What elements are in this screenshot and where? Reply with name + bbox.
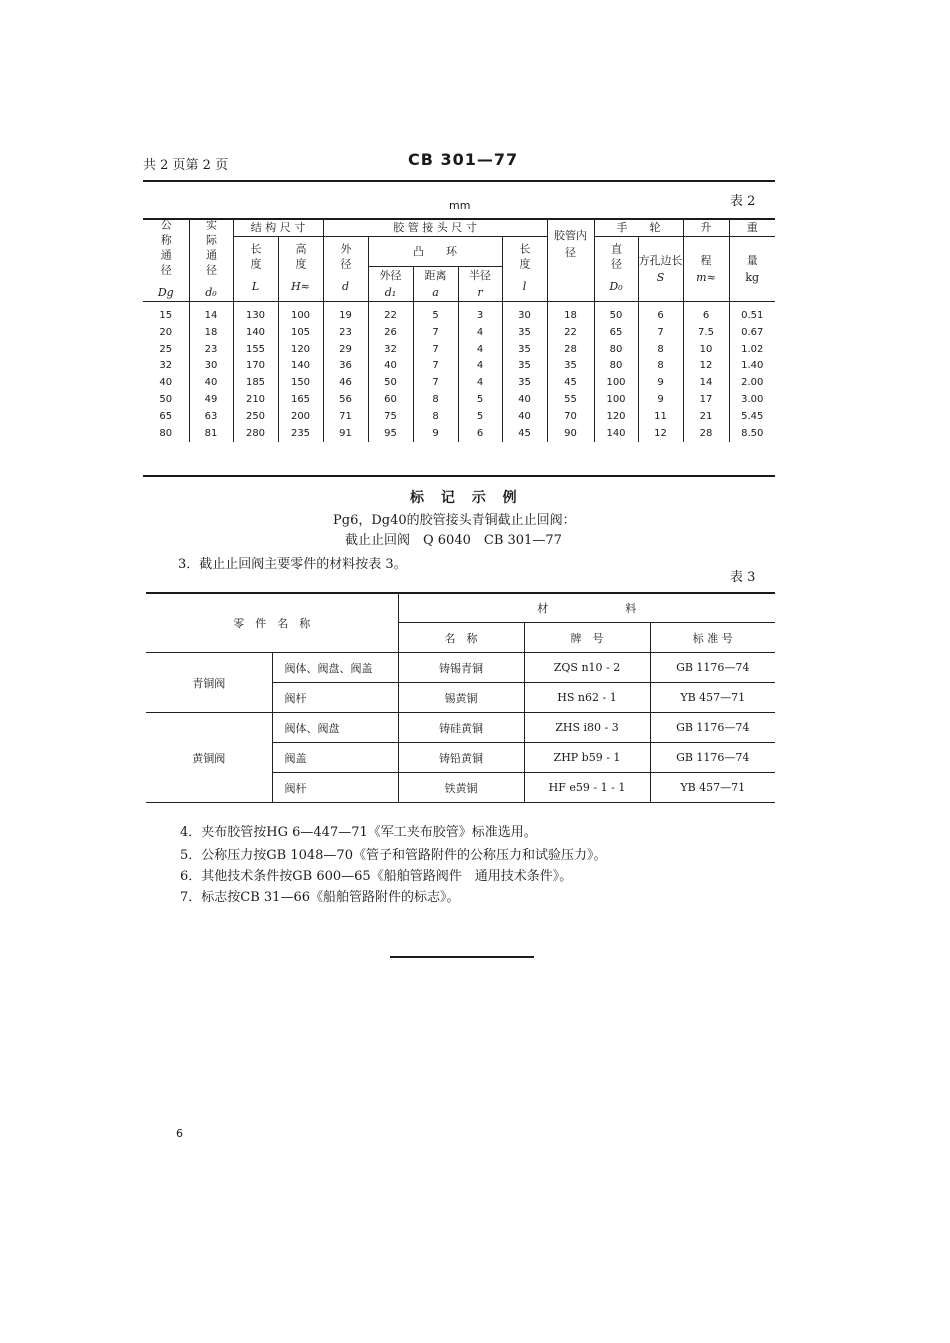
table-cell: 22 <box>547 325 594 342</box>
table-cell: 8.50 <box>741 427 764 439</box>
table-cell: GB 1176—74 <box>650 743 775 773</box>
table-cell: 50 <box>594 302 638 325</box>
col-hose-inner: 胶管内径 <box>547 219 594 302</box>
table-cell: 100 <box>594 375 638 392</box>
table-cell: 280 <box>233 426 278 443</box>
table-cell: 36 <box>323 358 368 375</box>
dimension-table <box>143 219 775 442</box>
table-cell: YB 457—71 <box>650 683 775 713</box>
table-cell: 19 <box>323 302 368 325</box>
col-weight-top: 重 <box>729 219 775 237</box>
table-cell: 阀体、阀盘、阀盖 <box>272 653 398 683</box>
table-cell: 40 <box>502 409 547 426</box>
material-name-header: 名 称 <box>398 623 524 653</box>
table-cell: 4 <box>458 342 502 359</box>
table-row <box>146 653 775 683</box>
note-4: 4．夹布胶管按HG 6—447—71《军工夹布胶管》标准选用。 <box>180 825 537 840</box>
page-number: 6 <box>176 1127 183 1140</box>
col-square-hole: 方孔边长 S <box>638 237 683 302</box>
table-cell: 56 <box>323 392 368 409</box>
page-info: 共 2 页第 2 页 <box>143 158 229 173</box>
table-row <box>143 325 775 342</box>
table-cell: 35 <box>502 358 547 375</box>
table-cell: 140 <box>278 358 323 375</box>
group-name: 青铜阀 <box>146 653 272 713</box>
table-cell: 40 <box>368 358 413 375</box>
col-structure: 结 构 尺 寸 <box>233 219 323 237</box>
table-cell: 6 <box>683 302 729 325</box>
table-cell: 75 <box>368 409 413 426</box>
col-length: 长度 L <box>233 237 278 302</box>
table-cell: 100 <box>278 302 323 325</box>
col-hose-length: 长度 l <box>502 237 547 302</box>
table-cell: 70 <box>547 409 594 426</box>
table-cell: 6 <box>458 426 502 443</box>
table2-label: 表 2 <box>730 194 756 209</box>
table-cell: HF e59 - 1 - 1 <box>524 773 650 803</box>
part-name-header: 零 件 名 称 <box>146 593 398 653</box>
table-cell: 80 <box>594 342 638 359</box>
table-cell: 185 <box>233 375 278 392</box>
table-cell: GB 1176—74 <box>650 713 775 743</box>
table-cell: 7 <box>638 325 683 342</box>
table-cell: 12 <box>683 358 729 375</box>
table-cell: 15 <box>143 302 189 325</box>
col-boss-radius: 半径 r <box>458 267 502 302</box>
table-cell: 铸硅黄铜 <box>398 713 524 743</box>
table-cell: 17 <box>683 392 729 409</box>
col-lift: 程 m≈ <box>683 237 729 302</box>
table-cell: 1.40 <box>741 360 764 372</box>
table-cell: 60 <box>368 392 413 409</box>
table-cell: 35 <box>502 375 547 392</box>
table-cell: 90 <box>547 426 594 443</box>
table-cell: 21 <box>683 409 729 426</box>
table-cell: 120 <box>594 409 638 426</box>
table-cell: 30 <box>189 358 233 375</box>
table-cell: 40 <box>189 375 233 392</box>
table-cell: 26 <box>368 325 413 342</box>
marking-example-line2: 截止止回阀 Q 6040 CB 301—77 <box>345 533 562 548</box>
table2-bottom-rule <box>143 475 775 477</box>
marking-example-line1: Pg6，Dg40的胶管接头青铜截止止回阀： <box>333 513 576 528</box>
table-cell: ZHP b59 - 1 <box>524 743 650 773</box>
table-cell: 3.00 <box>741 393 764 405</box>
col-boss-od: 外径 d₁ <box>368 267 413 302</box>
table-cell: 5.45 <box>741 410 764 422</box>
standard-header: 标 准 号 <box>650 623 775 653</box>
table-cell: 8 <box>413 409 458 426</box>
table-cell: 0.51 <box>741 310 764 321</box>
table-cell: 150 <box>278 375 323 392</box>
table-cell: 165 <box>278 392 323 409</box>
table-cell: 22 <box>368 302 413 325</box>
table-cell: 40 <box>143 375 189 392</box>
table-cell: 阀杆 <box>272 773 398 803</box>
table-cell: 14 <box>683 375 729 392</box>
table-cell: 35 <box>547 358 594 375</box>
item-3: 3．截止止回阀主要零件的材料按表 3。 <box>178 557 407 572</box>
table-row <box>143 302 775 325</box>
table-cell: 28 <box>547 342 594 359</box>
marking-title: 标 记 示 例 <box>410 490 523 506</box>
table-cell: 20 <box>143 325 189 342</box>
table-cell: 5 <box>458 392 502 409</box>
table-cell: ZQS n10 - 2 <box>524 653 650 683</box>
grade-header: 牌 号 <box>524 623 650 653</box>
table-cell: 1.02 <box>741 343 764 355</box>
table-cell: 18 <box>189 325 233 342</box>
table-cell: 250 <box>233 409 278 426</box>
table-cell: 8 <box>413 392 458 409</box>
table-cell: 阀盖 <box>272 743 398 773</box>
table-cell: 铸锡青铜 <box>398 653 524 683</box>
table-cell: 4 <box>458 375 502 392</box>
table-cell: YB 457—71 <box>650 773 775 803</box>
table-cell: 81 <box>189 426 233 443</box>
table-cell: 155 <box>233 342 278 359</box>
table-cell: 铸铅黄铜 <box>398 743 524 773</box>
note-5: 5．公称压力按GB 1048—70《管子和管路附件的公称压力和试验压力》。 <box>180 848 607 863</box>
table-cell: 100 <box>594 392 638 409</box>
table-cell: 80 <box>594 358 638 375</box>
table-cell: 71 <box>323 409 368 426</box>
table-cell: 5 <box>458 409 502 426</box>
table-cell: 32 <box>143 358 189 375</box>
table-cell: 45 <box>502 426 547 443</box>
table-cell: HS n62 - 1 <box>524 683 650 713</box>
table-cell: 11 <box>638 409 683 426</box>
col-weight: 量 kg <box>729 237 775 302</box>
table-cell: 7 <box>413 375 458 392</box>
table-cell: GB 1176—74 <box>650 653 775 683</box>
standard-number: CB 301—77 <box>408 150 519 169</box>
table-cell: 18 <box>547 302 594 325</box>
table-cell: 46 <box>323 375 368 392</box>
header-rule <box>143 180 775 182</box>
table-cell: 9 <box>413 426 458 443</box>
table-cell: 35 <box>502 342 547 359</box>
table-row <box>143 409 775 426</box>
table-cell: 铁黄铜 <box>398 773 524 803</box>
table-row <box>143 342 775 359</box>
col-height: 高度 H≈ <box>278 237 323 302</box>
table-cell: 95 <box>368 426 413 443</box>
note-6: 6．其他技术条件按GB 600—65《船舶管路阀件 通用技术条件》。 <box>180 869 573 884</box>
col-boss-distance: 距离 a <box>413 267 458 302</box>
table-cell: 7.5 <box>683 325 729 342</box>
table-cell: 4 <box>458 325 502 342</box>
table-cell: 9 <box>638 375 683 392</box>
col-boss: 凸 环 <box>368 237 502 267</box>
note-7: 7．标志按CB 31—66《船舶管路附件的标志》。 <box>180 890 460 905</box>
col-wheel-diameter: 直径 D₀ <box>594 237 638 302</box>
table-cell: 30 <box>502 302 547 325</box>
table-cell: 29 <box>323 342 368 359</box>
table-cell: 130 <box>233 302 278 325</box>
table-cell: 2.00 <box>741 377 764 389</box>
table-cell: 50 <box>368 375 413 392</box>
table-cell: 65 <box>143 409 189 426</box>
table-cell: 5 <box>413 302 458 325</box>
table-cell: 10 <box>683 342 729 359</box>
table-cell: 63 <box>189 409 233 426</box>
table-cell: 9 <box>638 392 683 409</box>
table-row <box>143 375 775 392</box>
table-cell: 45 <box>547 375 594 392</box>
table-cell: 14 <box>189 302 233 325</box>
table-cell: 6 <box>638 302 683 325</box>
table-cell: 40 <box>502 392 547 409</box>
col-handwheel: 手 轮 <box>594 219 683 237</box>
table-cell: 25 <box>143 342 189 359</box>
table-cell: 170 <box>233 358 278 375</box>
table-cell: 91 <box>323 426 368 443</box>
table-cell: 12 <box>638 426 683 443</box>
group-name: 黄铜阀 <box>146 713 272 803</box>
table-cell: 140 <box>594 426 638 443</box>
table3-label: 表 3 <box>730 570 756 585</box>
table-cell: 210 <box>233 392 278 409</box>
table-cell: 105 <box>278 325 323 342</box>
col-actual-diameter: 实际通径 d₀ <box>189 219 233 302</box>
table-row <box>146 713 775 743</box>
unit-label: mm <box>449 199 471 212</box>
col-nominal-diameter: 公称通径 Dg <box>143 219 189 302</box>
table-cell: 55 <box>547 392 594 409</box>
table-cell: 7 <box>413 325 458 342</box>
table-cell: 8 <box>638 342 683 359</box>
end-rule <box>390 956 534 958</box>
table-cell: 锡黄铜 <box>398 683 524 713</box>
table-cell: ZHS i80 - 3 <box>524 713 650 743</box>
col-outer-diameter: 外径 d <box>323 237 368 302</box>
table-cell: 80 <box>143 426 189 443</box>
table-cell: 7 <box>413 358 458 375</box>
table-cell: 28 <box>683 426 729 443</box>
table-cell: 65 <box>594 325 638 342</box>
table-cell: 49 <box>189 392 233 409</box>
table-cell: 阀杆 <box>272 683 398 713</box>
table-row <box>143 358 775 375</box>
table-row <box>143 426 775 443</box>
table-cell: 200 <box>278 409 323 426</box>
table-cell: 235 <box>278 426 323 443</box>
table-cell: 0.67 <box>741 326 764 338</box>
table-cell: 23 <box>323 325 368 342</box>
material-header: 材 料 <box>398 593 775 623</box>
table-cell: 120 <box>278 342 323 359</box>
table-cell: 阀体、阀盘 <box>272 713 398 743</box>
table-row <box>143 392 775 409</box>
table-cell: 3 <box>458 302 502 325</box>
material-table <box>146 593 775 803</box>
table-cell: 50 <box>143 392 189 409</box>
table-cell: 7 <box>413 342 458 359</box>
col-lift-top: 升 <box>683 219 729 237</box>
col-hose-fitting: 胶 管 接 头 尺 寸 <box>323 219 547 237</box>
table-cell: 32 <box>368 342 413 359</box>
table-cell: 140 <box>233 325 278 342</box>
table-cell: 8 <box>638 358 683 375</box>
table-cell: 35 <box>502 325 547 342</box>
table-cell: 4 <box>458 358 502 375</box>
table-cell: 23 <box>189 342 233 359</box>
